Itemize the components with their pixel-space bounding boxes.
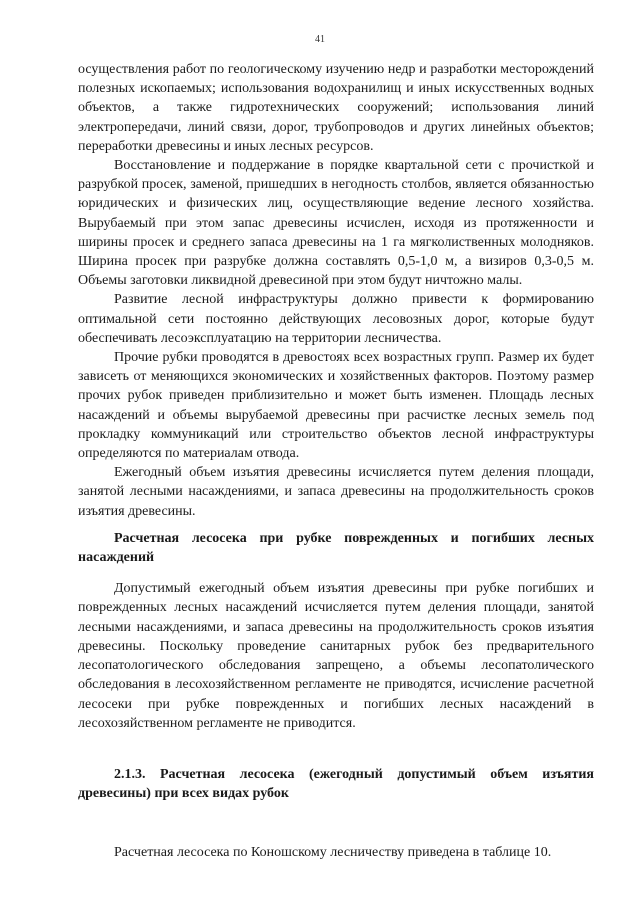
section-heading-2-1-3: 2.1.3. Расчетная лесосека (ежегодный допустимый объем изъятия древесины) при всех видах рубок: [78, 766, 594, 802]
section-heading-damaged-stands: Расчетная лесосека при рубке поврежденных и погибших лесных насаждений: [78, 530, 594, 566]
spacer: [78, 567, 594, 579]
spacer: [78, 521, 594, 529]
document-body: [78, 60, 594, 863]
paragraph-infrastructure: Развитие лесной инфраструктуры должно привести к формированию оптимальной сети постоянно действующих лесовозных дорог, которые будут обеспечивать лесоэксплуатацию на территории лесничества.: [78, 292, 594, 346]
paragraph-continuation: осуществления работ по геологическому изучению недр и разработки месторождений полезных ископаемых; использования водохранилищ и иных искусственных водных объектов, а также гидротехнических сооружений; использования линий электропередачи, линий связи, дорог, трубопроводов и других линейных объектов; переработки древесины и иных лесных ресурсов.: [78, 62, 594, 154]
paragraph-quarter-network: Восстановление и поддержание в порядке квартальной сети с прочисткой и разрубкой просек, заменой, пришедших в негодность столбов, является обязанностью юридических и физических лиц, осуществляющие ведение лесного хозяйства. Вырубаемый при этом запас древесины исчислен, исходя из протяженности и ширины просек и среднего запаса древесины на 1 га мягколиственных молодняков. Ширина просек при разрубке должна составлять 0,5-1,0 м, а визиров 0,3-0,5 м. Объемы заготовки ликвидной древесиной при этом будут ничтожно малы.: [78, 158, 594, 289]
paragraph-annual-volume: Ежегодный объем изъятия древесины исчисляется путем деления площади, занятой лесными насаждениями, и запаса древесины на продолжительность сроков изъятия древесины.: [78, 465, 594, 519]
spacer: [78, 733, 594, 765]
page-number: 41: [315, 34, 325, 45]
paragraph-other-felling: Прочие рубки проводятся в древостоях всех возрастных групп. Размер их будет зависеть от меняющихся экономических и хозяйственных факторов. Поэтому размер прочих рубок приведен приблизительно и может быть изменен. Площадь лесных насаждений и объемы вырубаемой древесины при расчистке лесных земель под прокладку коммуникаций или строительство объектов лесной инфраструктуры определяются по материалам отвода.: [78, 350, 594, 462]
paragraph-damaged-stands: Допустимый ежегодный объем изъятия древесины при рубке погибших и поврежденных лесных насаждений исчисляется путем деления площади, занятой лесными насаждениями, и запаса древесины на продолжительность сроков изъятия древесины. Поскольку проведение санитарных рубок без предварительного лесопатологического обследования запрещено, а объемы лесопатолического обследования в лесохозяйственном регламенте не приводятся, исчисление расчетной лесосеки при рубке поврежденных и погибших лесных насаждений в лесохозяйственном регламенте не приводится.: [78, 581, 594, 731]
spacer: [78, 803, 594, 843]
paragraph-table-reference: Расчетная лесосека по Коношскому лесничеству приведена в таблице 10.: [114, 845, 552, 861]
